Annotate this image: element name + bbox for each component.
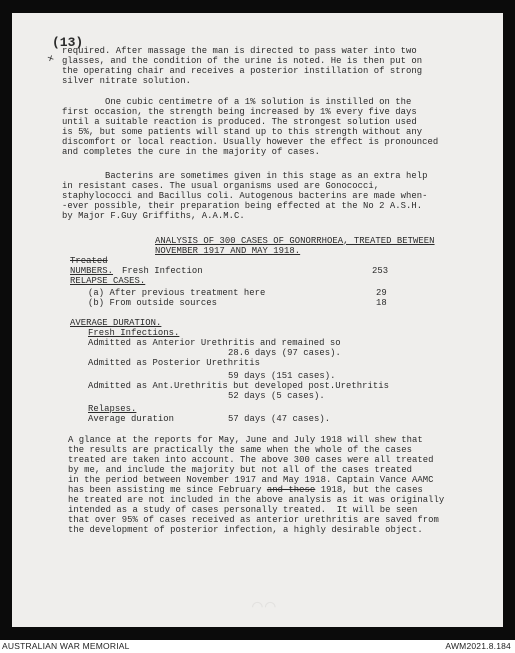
- fresh-infection-label: Fresh Infection: [122, 266, 203, 276]
- para3-line: Bacterins are sometimes given in this stage as an extra help: [62, 171, 428, 181]
- posterior-value: 59 days (151 cases).: [228, 371, 336, 381]
- footer-accession-number: AWM2021.8.184: [445, 641, 511, 651]
- para4-line: he treated are not included in the above analysis as it was originally: [68, 495, 445, 505]
- para4-line: the development of posterior infection, a highly desirable object.: [68, 525, 423, 535]
- para4-line: that over 95% of cases received as anterior urethritis are saved from: [68, 515, 439, 525]
- para4-line: intended as a study of cases personally treated. It will be seen: [68, 505, 418, 515]
- relapse-b-count: 18: [376, 298, 387, 308]
- para2-line: is 5%, but some patients will stand up to this strength without any: [62, 127, 423, 137]
- page-number: (13): [52, 35, 84, 50]
- para2-line: discomfort or local reaction. Usually however the effect is pronounced: [62, 137, 439, 147]
- ant-post-value: 52 days (5 cases).: [228, 391, 325, 401]
- average-duration-row-label: Average duration: [88, 414, 175, 424]
- para4-line-with-strike: [68, 485, 423, 495]
- anterior-value: 28.6 days (97 cases).: [228, 348, 341, 358]
- bleed-through-stamp: ⌒⌒: [252, 597, 278, 617]
- analysis-heading: NOVEMBER 1917 AND MAY 1918.: [155, 246, 301, 256]
- anterior-line: Admitted as Anterior Urethritis and remained so: [88, 338, 341, 348]
- para4-line: treated are taken into account. The above 300 cases were all treated: [68, 455, 434, 465]
- para1-line: the operating chair and receives a posterior instillation of strong: [62, 66, 423, 76]
- struck-word: Treated: [70, 256, 108, 266]
- para3-line: by Major F.Guy Griffiths, A.A.M.C.: [62, 211, 245, 221]
- relapse-a-count: 29: [376, 288, 387, 298]
- para4-line: the results are practically the same when the whole of the cases: [68, 445, 413, 455]
- para2-line: One cubic centimetre of a 1% solution is instilled on the: [62, 97, 412, 107]
- para4-line: A glance at the reports for May, June and July 1918 will shew that: [68, 435, 423, 445]
- para1-line: glasses, and the condition of the urine is noted. He is then put on: [62, 56, 423, 66]
- average-duration-label: AVERAGE DURATION.: [70, 318, 162, 328]
- para3-line: staphylococci and Bacillus coli. Autogenous bacterins are made when-: [62, 191, 428, 201]
- para1-line: silver nitrate solution.: [62, 76, 192, 86]
- fresh-infection-count: 253: [372, 266, 389, 276]
- ant-post-line: Admitted as Ant.Urethritis but developed post.Urethritis: [88, 381, 390, 391]
- para4-line-end: 1918, but the cases: [315, 485, 423, 495]
- para2-line: first occasion, the strength being increased by 1% every five days: [62, 107, 417, 117]
- hole-punch-mark: ✕: [46, 53, 57, 66]
- para4-line: in the period between November 1917 and May 1918. Captain Vance AAMC: [68, 475, 434, 485]
- fresh-infections-label: Fresh Infections.: [88, 328, 180, 338]
- relapse-cases-label: RELAPSE CASES.: [70, 276, 146, 286]
- para4-line-start: has been assisting me since February: [68, 485, 262, 495]
- relapses-label: Relapses.: [88, 404, 137, 414]
- document-page: [12, 13, 503, 627]
- relapse-b-label: (b) From outside sources: [88, 298, 218, 308]
- para1-line: required. After massage the man is directed to pass water into two: [62, 46, 417, 56]
- numbers-label: NUMBERS.: [70, 266, 114, 276]
- analysis-heading: ANALYSIS OF 300 CASES OF GONORRHOEA, TREATED BETWEEN: [155, 236, 435, 246]
- para2-line: and completes the cure in the majority of cases.: [62, 147, 321, 157]
- para4-struck-text: and these: [266, 485, 316, 495]
- para3-line: in resistant cases. The usual organisms used are Gonococci,: [62, 181, 380, 191]
- footer-institution: AUSTRALIAN WAR MEMORIAL: [2, 641, 130, 651]
- para4-line: by me, and include the majority but not all of the cases treated: [68, 465, 413, 475]
- average-duration-row-value: 57 days (47 cases).: [228, 414, 331, 424]
- relapse-a-label: (a) After previous treatment here: [88, 288, 266, 298]
- para2-line: until a suitable reaction is produced. The strongest solution used: [62, 117, 417, 127]
- posterior-line: Admitted as Posterior Urethritis: [88, 358, 261, 368]
- para3-line: -ever possible, their preparation being effected at the No 2 A.S.H.: [62, 201, 423, 211]
